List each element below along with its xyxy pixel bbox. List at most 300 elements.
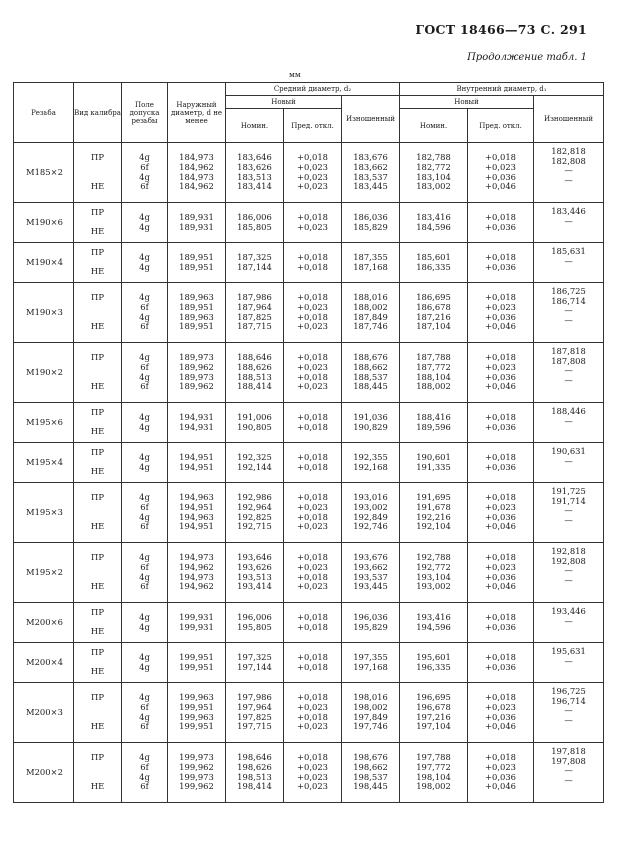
cell-thread xyxy=(14,203,74,243)
cell-mean-nominal-value: 186,006 185,805 xyxy=(237,211,272,232)
cell-thread xyxy=(14,743,74,803)
cell-mean-limit-dev xyxy=(284,143,342,203)
cell-mean-limit-dev xyxy=(284,403,342,443)
cell-thread xyxy=(14,483,74,543)
col-mean-nominal: Номин. xyxy=(226,109,284,143)
cell-outer-diameter xyxy=(168,543,226,603)
cell-mean-limit-dev xyxy=(284,203,342,243)
cell-tolerance xyxy=(122,683,168,743)
cell-tolerance-value: 4g 6f 4g 6f xyxy=(139,492,150,532)
cell-inner-nominal-value: 183,416 184,596 xyxy=(416,211,451,232)
cell-inner-worn-value: 196,725 196,714 — — xyxy=(551,686,586,725)
cell-tolerance xyxy=(122,283,168,343)
cell-outer-diameter xyxy=(168,203,226,243)
gauge-go: ПР xyxy=(91,446,104,457)
cell-mean-limit-dev-value: +0,018 +0,023 +0,023 +0,023 xyxy=(297,752,328,792)
cell-mean-nominal-value: 193,646 193,626 193,513 193,414 xyxy=(237,552,272,592)
cell-thread-value: M195×2 xyxy=(26,566,63,577)
col-outer-diameter: Наружный диаметр, d не менее xyxy=(168,83,226,143)
table-continuation: Продолжение табл. 1 xyxy=(467,52,587,63)
gauge-nogo: НЕ xyxy=(90,425,105,436)
cell-mean-nominal xyxy=(226,203,284,243)
cell-mean-nominal xyxy=(226,283,284,343)
cell-inner-limit-dev xyxy=(468,743,534,803)
cell-mean-limit-dev-value: +0,018 +0,023 +0,018 +0,023 xyxy=(297,552,328,592)
cell-mean-limit-dev xyxy=(284,603,342,643)
cell-mean-worn xyxy=(342,543,400,603)
cell-mean-limit-dev-value: +0,018 +0,018 xyxy=(297,611,328,632)
cell-tolerance-value: 4g 4g xyxy=(139,211,150,232)
cell-mean-limit-dev-value: +0,018 +0,018 xyxy=(297,651,328,672)
cell-mean-nominal xyxy=(226,483,284,543)
cell-tolerance xyxy=(122,243,168,283)
cell-gauge-type xyxy=(74,603,122,643)
cell-inner-limit-dev xyxy=(468,243,534,283)
cell-mean-limit-dev xyxy=(284,443,342,483)
table-row xyxy=(14,143,604,203)
cell-inner-limit-dev xyxy=(468,143,534,203)
cell-thread xyxy=(14,243,74,283)
cell-mean-nominal-value: 183,646 183,626 183,513 183,414 xyxy=(237,152,272,192)
cell-mean-limit-dev-value: +0,018 +0,023 +0,018 +0,023 xyxy=(297,352,328,392)
table-row xyxy=(14,343,604,403)
cell-inner-nominal-value: 197,788 197,772 198,104 198,002 xyxy=(416,752,451,792)
table-row xyxy=(14,643,604,683)
cell-inner-worn xyxy=(534,603,604,643)
cell-mean-limit-dev xyxy=(284,243,342,283)
cell-tolerance-value: 4g 4g xyxy=(139,611,150,632)
cell-outer-diameter xyxy=(168,643,226,683)
cell-gauge-type xyxy=(74,483,122,543)
gauge-go: ПР xyxy=(91,491,104,502)
cell-inner-limit-dev-value: +0,018 +0,023 +0,036 +0,046 xyxy=(485,292,517,332)
cell-inner-worn xyxy=(534,243,604,283)
cell-mean-worn xyxy=(342,643,400,683)
cell-outer-diameter-value: 194,963 194,951 194,963 194,951 xyxy=(179,492,214,532)
gauge-go: ПР xyxy=(91,691,104,702)
cell-outer-diameter xyxy=(168,743,226,803)
cell-thread-value: M200×6 xyxy=(26,616,63,627)
cell-inner-nominal xyxy=(400,643,468,683)
cell-mean-worn xyxy=(342,403,400,443)
gauge-go: ПР xyxy=(91,606,104,617)
cell-mean-nominal-value: 187,325 187,144 xyxy=(237,251,272,272)
col-thread: Резьба xyxy=(14,83,74,143)
cell-mean-worn-value: 198,016 198,002 197,849 197,746 xyxy=(353,692,388,732)
table-row xyxy=(14,603,604,643)
cell-mean-worn xyxy=(342,603,400,643)
cell-thread xyxy=(14,443,74,483)
cell-inner-limit-dev xyxy=(468,483,534,543)
data-table xyxy=(13,82,604,803)
cell-inner-nominal xyxy=(400,743,468,803)
cell-inner-worn-value: 182,818 182,808 — — xyxy=(551,146,586,185)
cell-mean-nominal xyxy=(226,403,284,443)
gauge-nogo: НЕ xyxy=(90,580,105,591)
cell-inner-limit-dev-value: +0,018 +0,036 xyxy=(485,211,517,232)
col-mean-limit-dev: Пред. откл. xyxy=(284,109,342,143)
cell-inner-limit-dev-value: +0,018 +0,023 +0,036 +0,046 xyxy=(485,352,517,392)
cell-mean-worn-value: 193,676 193,662 193,537 193,445 xyxy=(353,552,388,592)
col-inner-limit-dev: Пред. откл. xyxy=(468,109,534,143)
cell-tolerance-value: 4g 6f 4g 6f xyxy=(139,292,150,332)
col-inner-diameter: Внутренний диаметр, d₁ xyxy=(400,83,604,96)
cell-inner-limit-dev xyxy=(468,543,534,603)
cell-inner-nominal xyxy=(400,443,468,483)
gauge-go: ПР xyxy=(91,646,104,657)
col-mean-new: Новый xyxy=(226,96,342,109)
table-row xyxy=(14,483,604,543)
cell-inner-worn-value: 188,446 — xyxy=(551,406,586,426)
table-row xyxy=(14,403,604,443)
gauge-go: ПР xyxy=(91,551,104,562)
cell-tolerance-value: 4g 6f 4g 6f xyxy=(139,552,150,592)
col-gauge-type: Вид калибра xyxy=(74,83,122,143)
cell-mean-limit-dev xyxy=(284,743,342,803)
cell-inner-limit-dev xyxy=(468,643,534,683)
col-inner-new: Новый xyxy=(400,96,534,109)
cell-inner-nominal-value: 195,601 196,335 xyxy=(416,651,451,672)
cell-mean-nominal xyxy=(226,243,284,283)
cell-mean-nominal-value: 188,646 188,626 188,513 188,414 xyxy=(237,352,272,392)
cell-inner-worn xyxy=(534,283,604,343)
cell-mean-worn xyxy=(342,683,400,743)
cell-mean-nominal xyxy=(226,343,284,403)
cell-thread-value: M195×4 xyxy=(26,456,63,467)
cell-gauge-type xyxy=(74,403,122,443)
cell-inner-limit-dev-value: +0,018 +0,036 xyxy=(485,451,517,472)
cell-mean-worn xyxy=(342,483,400,543)
cell-thread-value: M190×3 xyxy=(26,306,63,317)
cell-mean-nominal-value: 191,006 190,805 xyxy=(237,411,272,432)
cell-thread xyxy=(14,143,74,203)
cell-inner-worn-value: 193,446 — xyxy=(551,606,586,626)
cell-inner-limit-dev-value: +0,018 +0,023 +0,036 +0,046 xyxy=(485,552,517,592)
cell-thread-value: M195×3 xyxy=(26,506,63,517)
cell-inner-nominal xyxy=(400,603,468,643)
gauge-go: ПР xyxy=(91,351,104,362)
cell-inner-worn-value: 183,446 — xyxy=(551,206,586,226)
gauge-nogo: НЕ xyxy=(90,720,105,731)
cell-thread xyxy=(14,343,74,403)
table-row xyxy=(14,243,604,283)
cell-gauge-type xyxy=(74,643,122,683)
cell-tolerance xyxy=(122,343,168,403)
cell-inner-limit-dev xyxy=(468,283,534,343)
cell-tolerance xyxy=(122,143,168,203)
cell-inner-limit-dev xyxy=(468,603,534,643)
cell-inner-nominal-value: 182,788 182,772 183,104 183,002 xyxy=(416,152,451,192)
cell-mean-worn-value: 187,355 187,168 xyxy=(353,251,388,272)
cell-inner-worn xyxy=(534,683,604,743)
cell-inner-nominal xyxy=(400,243,468,283)
gauge-nogo: НЕ xyxy=(90,780,105,791)
cell-inner-limit-dev xyxy=(468,203,534,243)
cell-outer-diameter xyxy=(168,243,226,283)
cell-gauge-type xyxy=(74,203,122,243)
gauge-nogo: НЕ xyxy=(90,320,105,331)
page-header: ГОСТ 18466—73 С. 291 xyxy=(415,22,587,37)
cell-mean-worn-value: 188,016 188,002 187,849 187,746 xyxy=(353,292,388,332)
cell-mean-limit-dev-value: +0,018 +0,018 xyxy=(297,251,328,272)
gauge-nogo: НЕ xyxy=(90,180,105,191)
cell-inner-nominal xyxy=(400,283,468,343)
cell-outer-diameter-value: 194,951 194,951 xyxy=(179,451,214,472)
cell-inner-worn xyxy=(534,203,604,243)
cell-mean-limit-dev-value: +0,018 +0,023 +0,023 +0,023 xyxy=(297,152,328,192)
cell-gauge-type xyxy=(74,243,122,283)
cell-tolerance-value: 4g 4g xyxy=(139,451,150,472)
cell-tolerance-value: 4g 4g xyxy=(139,411,150,432)
gauge-nogo: НЕ xyxy=(90,625,105,636)
cell-outer-diameter-value: 199,973 199,962 199,973 199,962 xyxy=(179,752,214,792)
table-row xyxy=(14,443,604,483)
cell-tolerance xyxy=(122,743,168,803)
cell-inner-nominal-value: 188,416 189,596 xyxy=(416,411,451,432)
cell-gauge-type xyxy=(74,283,122,343)
cell-outer-diameter xyxy=(168,483,226,543)
cell-outer-diameter-value: 199,951 199,951 xyxy=(179,651,214,672)
gauge-nogo: НЕ xyxy=(90,665,105,676)
cell-mean-nominal-value: 187,986 187,964 187,825 187,715 xyxy=(237,292,272,332)
cell-mean-limit-dev-value: +0,018 +0,023 +0,018 +0,023 xyxy=(297,292,328,332)
cell-mean-worn-value: 196,036 195,829 xyxy=(353,611,388,632)
cell-inner-worn-value: 197,818 197,808 — — xyxy=(551,746,586,785)
cell-outer-diameter-value: 199,963 199,951 199,963 199,951 xyxy=(179,692,214,732)
cell-inner-limit-dev-value: +0,018 +0,036 xyxy=(485,611,517,632)
gauge-nogo: НЕ xyxy=(90,465,105,476)
cell-gauge-type xyxy=(74,343,122,403)
cell-inner-nominal xyxy=(400,483,468,543)
cell-inner-worn xyxy=(534,443,604,483)
cell-tolerance xyxy=(122,203,168,243)
gauge-go: ПР xyxy=(91,206,104,217)
cell-outer-diameter-value: 189,973 189,962 189,973 189,962 xyxy=(179,352,214,392)
cell-inner-limit-dev-value: +0,018 +0,036 xyxy=(485,651,517,672)
cell-outer-diameter-value: 184,973 184,962 184,973 184,962 xyxy=(179,152,214,192)
cell-mean-nominal xyxy=(226,743,284,803)
cell-inner-nominal xyxy=(400,683,468,743)
gauge-nogo: НЕ xyxy=(90,225,105,236)
cell-tolerance-value: 4g 6f 4g 6f xyxy=(139,692,150,732)
cell-gauge-type xyxy=(74,683,122,743)
gauge-go: ПР xyxy=(91,751,104,762)
cell-inner-worn xyxy=(534,743,604,803)
cell-outer-diameter xyxy=(168,683,226,743)
gauge-nogo: НЕ xyxy=(90,265,105,276)
cell-mean-limit-dev-value: +0,018 +0,023 xyxy=(297,211,328,232)
cell-inner-nominal-value: 193,416 194,596 xyxy=(416,611,451,632)
cell-inner-nominal xyxy=(400,143,468,203)
cell-tolerance xyxy=(122,483,168,543)
cell-mean-limit-dev-value: +0,018 +0,018 xyxy=(297,451,328,472)
cell-inner-nominal xyxy=(400,403,468,443)
cell-mean-limit-dev-value: +0,018 +0,023 +0,018 +0,023 xyxy=(297,492,328,532)
cell-mean-worn-value: 197,355 197,168 xyxy=(353,651,388,672)
cell-inner-limit-dev xyxy=(468,343,534,403)
cell-outer-diameter-value: 189,951 189,951 xyxy=(179,251,214,272)
cell-inner-worn xyxy=(534,143,604,203)
cell-thread xyxy=(14,403,74,443)
cell-inner-limit-dev-value: +0,018 +0,023 +0,036 +0,046 xyxy=(485,492,517,532)
cell-inner-worn-value: 192,818 192,808 — — xyxy=(551,546,586,585)
cell-gauge-type xyxy=(74,543,122,603)
cell-tolerance xyxy=(122,543,168,603)
cell-inner-worn xyxy=(534,343,604,403)
cell-inner-worn-value: 185,631 — xyxy=(551,246,586,266)
cell-inner-nominal-value: 185,601 186,335 xyxy=(416,251,451,272)
cell-mean-worn xyxy=(342,243,400,283)
cell-thread xyxy=(14,543,74,603)
cell-inner-limit-dev xyxy=(468,683,534,743)
cell-tolerance xyxy=(122,443,168,483)
cell-outer-diameter xyxy=(168,283,226,343)
col-inner-nominal: Номин. xyxy=(400,109,468,143)
cell-mean-worn-value: 183,676 183,662 183,537 183,445 xyxy=(353,152,388,192)
cell-mean-worn-value: 193,016 193,002 192,849 192,746 xyxy=(353,492,388,532)
cell-mean-worn xyxy=(342,743,400,803)
table-row xyxy=(14,543,604,603)
unit-label: мм xyxy=(289,70,301,79)
cell-mean-nominal xyxy=(226,683,284,743)
cell-mean-nominal-value: 192,325 192,144 xyxy=(237,451,272,472)
cell-mean-limit-dev xyxy=(284,343,342,403)
cell-inner-worn xyxy=(534,643,604,683)
cell-mean-limit-dev xyxy=(284,543,342,603)
cell-tolerance-value: 4g 6f 4g 6f xyxy=(139,352,150,392)
cell-mean-nominal xyxy=(226,643,284,683)
col-mean-worn: Изношенный xyxy=(342,96,400,143)
cell-outer-diameter-value: 194,931 194,931 xyxy=(179,411,214,432)
cell-inner-worn-value: 186,725 186,714 — — xyxy=(551,286,586,325)
cell-inner-nominal-value: 187,788 187,772 188,104 188,002 xyxy=(416,352,451,392)
cell-inner-limit-dev xyxy=(468,443,534,483)
cell-thread-value: M195×6 xyxy=(26,416,63,427)
cell-outer-diameter xyxy=(168,603,226,643)
cell-outer-diameter-value: 194,973 194,962 194,973 194,962 xyxy=(179,552,214,592)
cell-thread xyxy=(14,683,74,743)
cell-mean-nominal xyxy=(226,543,284,603)
cell-outer-diameter xyxy=(168,343,226,403)
cell-mean-nominal xyxy=(226,443,284,483)
cell-thread-value: M190×4 xyxy=(26,256,63,267)
cell-inner-nominal-value: 186,695 186,678 187,216 187,104 xyxy=(416,292,451,332)
cell-mean-nominal-value: 197,325 197,144 xyxy=(237,651,272,672)
cell-mean-nominal xyxy=(226,603,284,643)
cell-thread-value: M190×2 xyxy=(26,366,63,377)
table-row xyxy=(14,203,604,243)
table-row xyxy=(14,283,604,343)
cell-outer-diameter-value: 199,931 199,931 xyxy=(179,611,214,632)
cell-mean-nominal-value: 196,006 195,805 xyxy=(237,611,272,632)
cell-inner-worn-value: 191,725 191,714 — — xyxy=(551,486,586,525)
cell-mean-nominal-value: 197,986 197,964 197,825 197,715 xyxy=(237,692,272,732)
cell-mean-nominal-value: 198,646 198,626 198,513 198,414 xyxy=(237,752,272,792)
cell-mean-worn xyxy=(342,203,400,243)
cell-gauge-type xyxy=(74,443,122,483)
cell-mean-worn-value: 188,676 188,662 188,537 188,445 xyxy=(353,352,388,392)
cell-mean-worn xyxy=(342,343,400,403)
cell-inner-nominal-value: 192,788 192,772 193,104 193,002 xyxy=(416,552,451,592)
cell-gauge-type xyxy=(74,143,122,203)
cell-tolerance xyxy=(122,403,168,443)
gauge-go: ПР xyxy=(91,246,104,257)
cell-thread xyxy=(14,643,74,683)
cell-outer-diameter xyxy=(168,403,226,443)
cell-tolerance-value: 4g 4g xyxy=(139,251,150,272)
cell-mean-nominal xyxy=(226,143,284,203)
cell-inner-worn-value: 187,818 187,808 — — xyxy=(551,346,586,385)
cell-mean-limit-dev-value: +0,018 +0,018 xyxy=(297,411,328,432)
cell-inner-worn xyxy=(534,483,604,543)
cell-mean-worn xyxy=(342,283,400,343)
cell-thread-value: M185×2 xyxy=(26,166,63,177)
cell-mean-worn-value: 186,036 185,829 xyxy=(353,211,388,232)
cell-inner-worn xyxy=(534,543,604,603)
cell-mean-worn-value: 192,355 192,168 xyxy=(353,451,388,472)
cell-mean-limit-dev-value: +0,018 +0,023 +0,018 +0,023 xyxy=(297,692,328,732)
cell-thread xyxy=(14,283,74,343)
cell-mean-limit-dev xyxy=(284,283,342,343)
cell-inner-limit-dev-value: +0,018 +0,036 xyxy=(485,251,517,272)
cell-mean-worn-value: 191,036 190,829 xyxy=(353,411,388,432)
cell-thread-value: M200×4 xyxy=(26,656,63,667)
gauge-nogo: НЕ xyxy=(90,520,105,531)
col-inner-worn: Изношенный xyxy=(534,96,604,143)
cell-mean-worn xyxy=(342,443,400,483)
cell-mean-worn-value: 198,676 198,662 198,537 198,445 xyxy=(353,752,388,792)
cell-inner-nominal xyxy=(400,543,468,603)
cell-outer-diameter xyxy=(168,143,226,203)
col-mean-diameter: Средний диаметр, d₂ xyxy=(226,83,400,96)
gauge-go: ПР xyxy=(91,151,104,162)
cell-inner-worn xyxy=(534,403,604,443)
cell-mean-nominal-value: 192,986 192,964 192,825 192,715 xyxy=(237,492,272,532)
cell-inner-worn-value: 190,631 — xyxy=(551,446,586,466)
cell-thread-value: M200×3 xyxy=(26,706,63,717)
gauge-go: ПР xyxy=(91,291,104,302)
cell-outer-diameter-value: 189,963 189,951 189,963 189,951 xyxy=(179,292,214,332)
cell-inner-nominal-value: 191,695 191,678 192,216 192,104 xyxy=(416,492,451,532)
cell-thread-value: M200×2 xyxy=(26,766,63,777)
cell-mean-limit-dev xyxy=(284,483,342,543)
cell-tolerance xyxy=(122,643,168,683)
table-row xyxy=(14,683,604,743)
cell-inner-limit-dev-value: +0,018 +0,023 +0,036 +0,046 xyxy=(485,692,517,732)
cell-thread xyxy=(14,603,74,643)
cell-outer-diameter xyxy=(168,443,226,483)
cell-inner-worn-value: 195,631 — xyxy=(551,646,586,666)
cell-inner-limit-dev xyxy=(468,403,534,443)
cell-tolerance xyxy=(122,603,168,643)
cell-tolerance-value: 4g 6f 4g 6f xyxy=(139,752,150,792)
cell-thread-value: M190×6 xyxy=(26,216,63,227)
cell-outer-diameter-value: 189,931 189,931 xyxy=(179,211,214,232)
cell-mean-limit-dev xyxy=(284,643,342,683)
cell-tolerance-value: 4g 6f 4g 6f xyxy=(139,152,150,192)
cell-mean-worn xyxy=(342,143,400,203)
cell-inner-limit-dev-value: +0,018 +0,036 xyxy=(485,411,517,432)
cell-inner-nominal-value: 190,601 191,335 xyxy=(416,451,451,472)
gauge-go: ПР xyxy=(91,406,104,417)
cell-inner-nominal xyxy=(400,203,468,243)
cell-inner-limit-dev-value: +0,018 +0,023 +0,036 +0,046 xyxy=(485,752,517,792)
cell-mean-limit-dev xyxy=(284,683,342,743)
cell-tolerance-value: 4g 4g xyxy=(139,651,150,672)
table-row xyxy=(14,743,604,803)
cell-inner-nominal xyxy=(400,343,468,403)
col-tolerance: Поле допуска резьбы xyxy=(122,83,168,143)
